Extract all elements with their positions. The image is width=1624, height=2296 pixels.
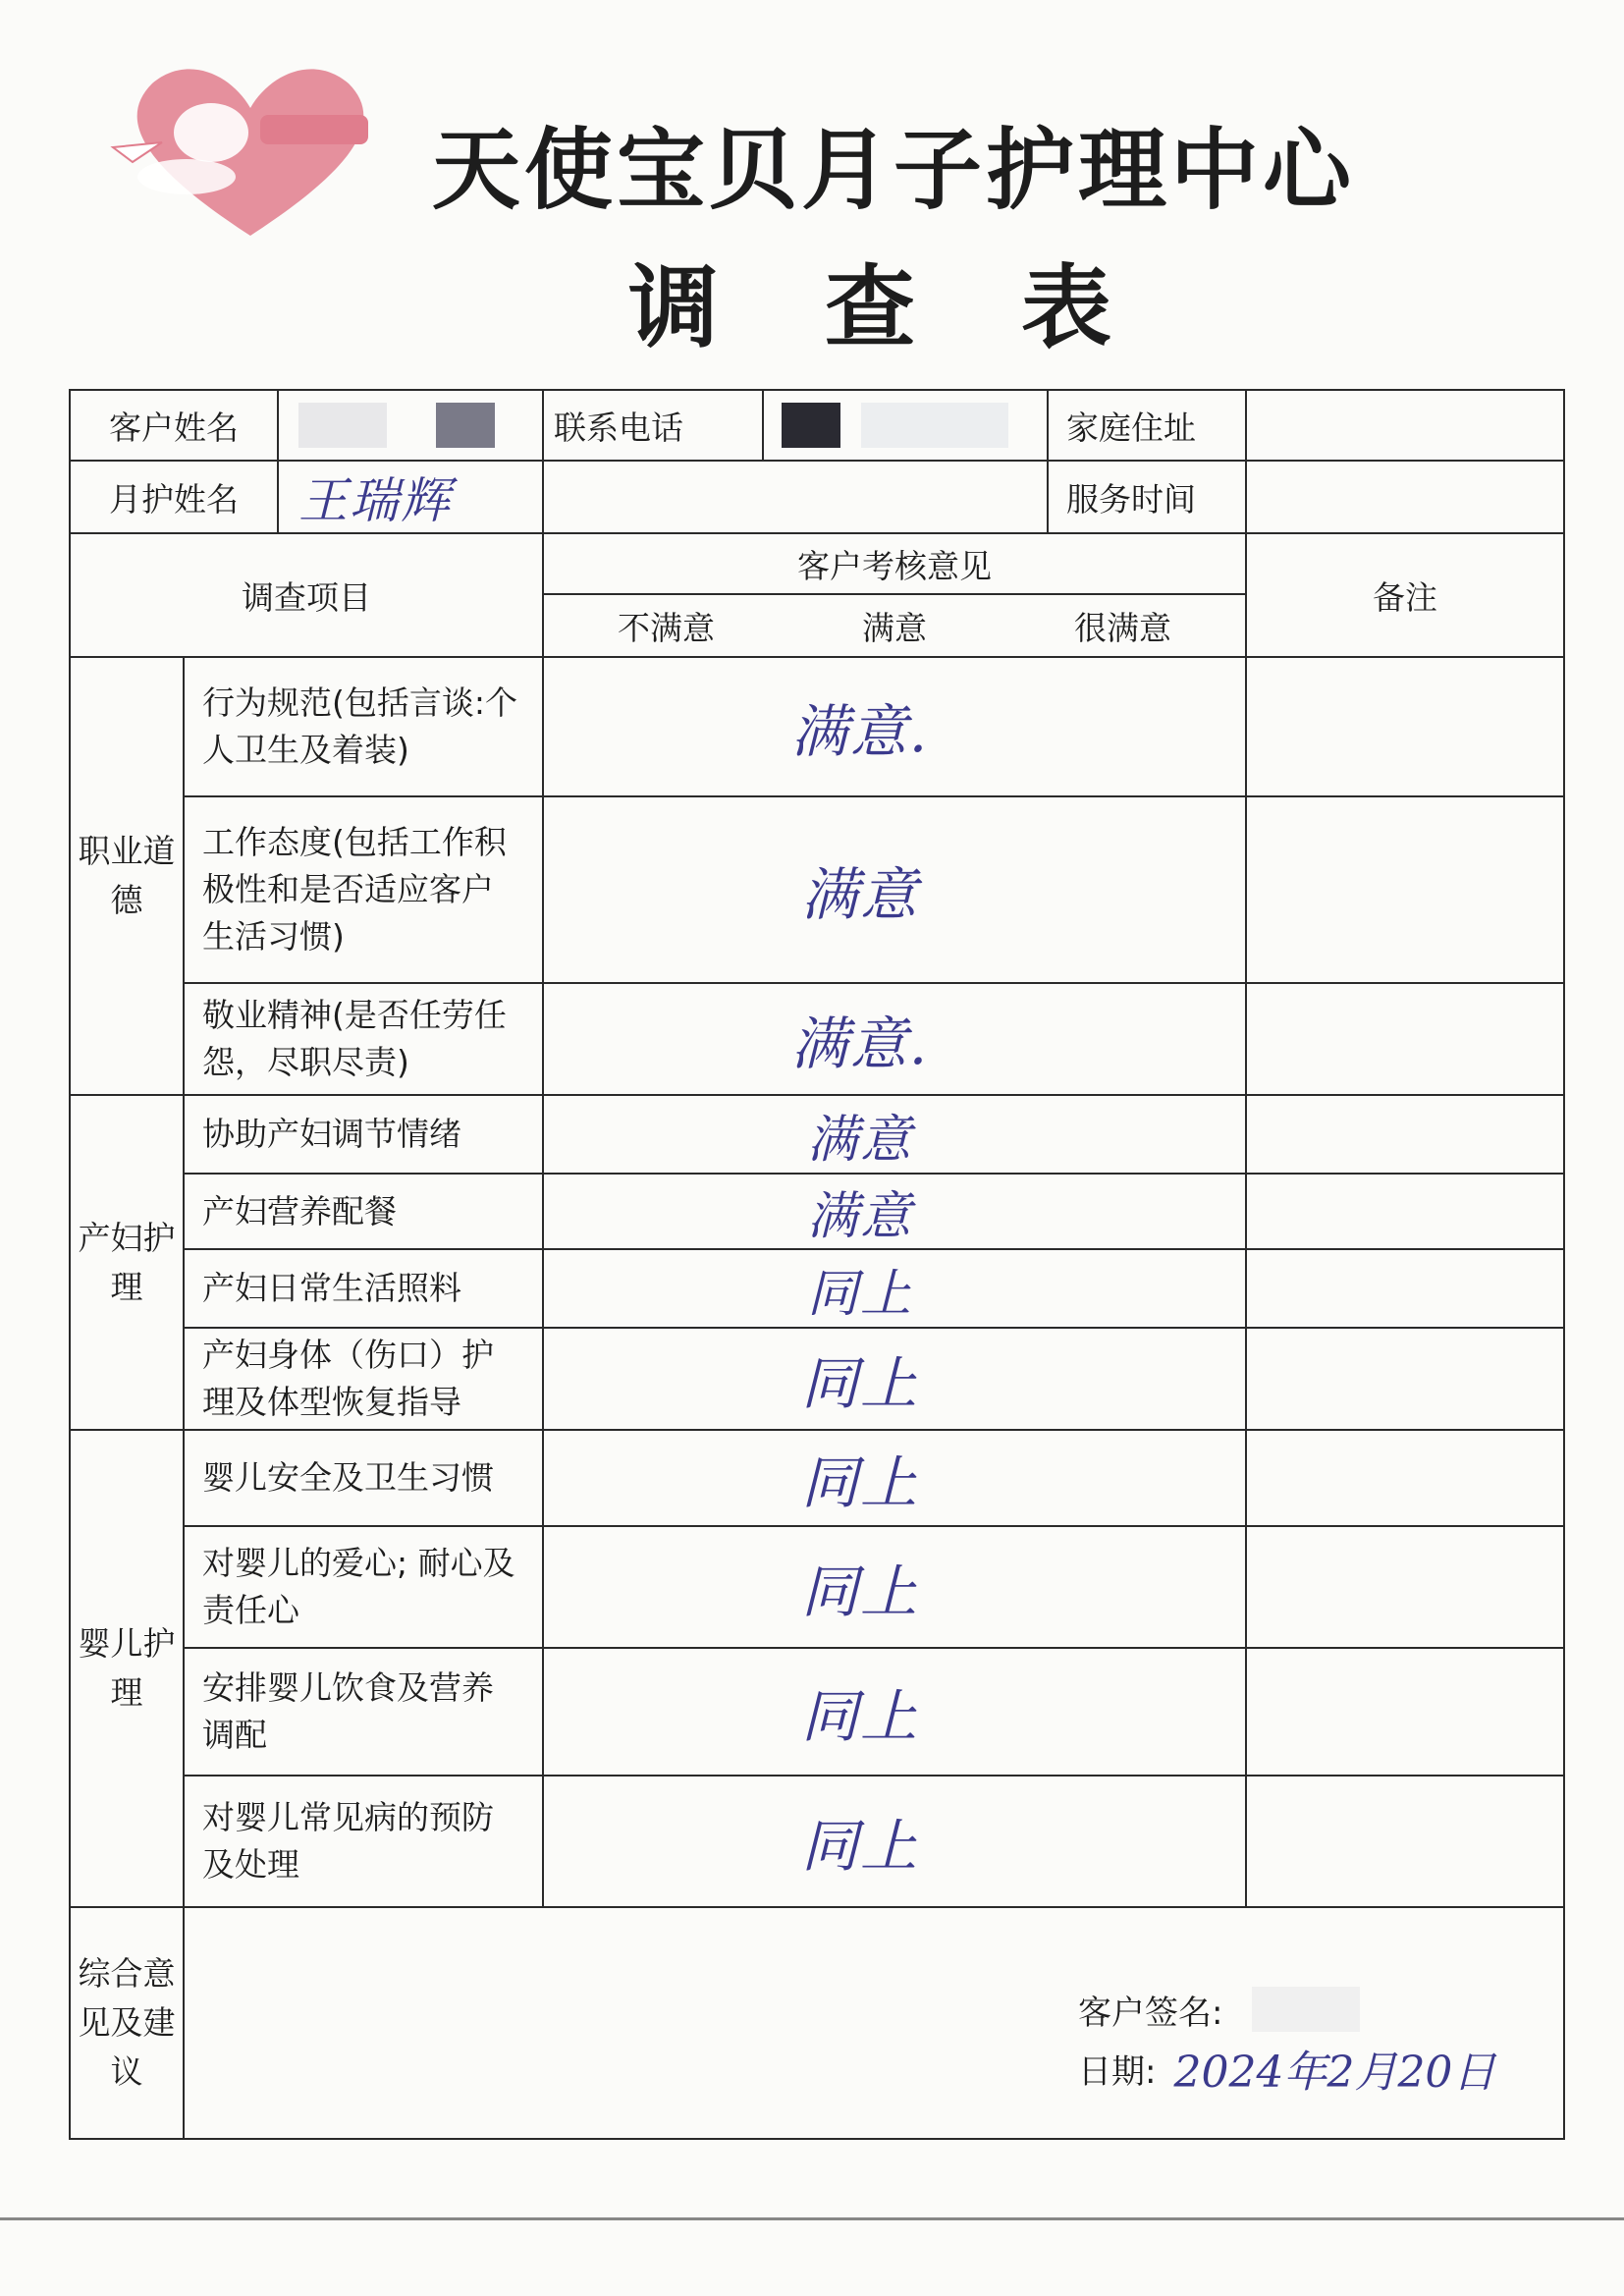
survey-item: 产妇日常生活照料: [184, 1249, 543, 1328]
page-edge-line: [0, 2217, 1624, 2220]
survey-item: 协助产妇调节情绪: [184, 1095, 543, 1174]
dissatisfied-header: 不满意: [618, 608, 715, 647]
opinion-handwritten: 满意.: [790, 698, 930, 765]
remarks-cell: [1246, 1328, 1564, 1430]
survey-form: [69, 389, 1565, 2140]
remarks-cell: [1246, 1174, 1564, 1249]
signature-redacted: [1252, 1987, 1360, 2032]
customer-opinion-header: 客户考核意见: [544, 534, 1245, 595]
remarks-cell: [1246, 1526, 1564, 1648]
opinion-handwritten: 同上: [800, 1350, 919, 1417]
survey-item: 婴儿安全及卫生习惯: [184, 1430, 543, 1526]
remarks-cell: [1246, 983, 1564, 1095]
remarks-cell: [1246, 1095, 1564, 1174]
logo: [93, 54, 407, 250]
date-handwritten: 2024年2月20日: [1173, 2048, 1496, 2098]
service-time-label: 服务时间: [1048, 461, 1246, 533]
survey-item: 产妇营养配餐: [184, 1174, 543, 1249]
survey-item: 对婴儿常见病的预防及处理: [184, 1776, 543, 1907]
doc-title: 调 查 表: [628, 255, 1150, 360]
remarks-header: 备注: [1246, 533, 1564, 657]
opinion-handwritten: 同上: [806, 1264, 913, 1324]
opinion-handwritten: 同上: [800, 1558, 919, 1625]
survey-item: 对婴儿的爱心; 耐心及责任心: [184, 1526, 543, 1648]
address-value: [1246, 390, 1564, 461]
category-label: 婴儿护理: [70, 1430, 184, 1907]
survey-item: 敬业精神(是否任劳任怨，尽职尽责): [184, 983, 543, 1095]
opinion-handwritten: 满意: [806, 1187, 913, 1246]
opinion-handwritten: 满意: [806, 1110, 913, 1170]
remarks-cell: [1246, 1430, 1564, 1526]
nurse-name-label: 月护姓名: [71, 462, 279, 532]
survey-item: 产妇身体（伤口）护理及体型恢复指导: [184, 1328, 543, 1430]
org-title: 天使宝贝月子护理中心: [432, 119, 1355, 222]
phone-label: 联系电话: [554, 408, 683, 447]
survey-item: 工作态度(包括工作积极性和是否适应客户生活习惯): [184, 796, 543, 983]
summary-label: 综合意见及建议: [70, 1907, 184, 2139]
opinion-handwritten: 同上: [800, 1449, 919, 1516]
customer-name-value: [279, 391, 542, 460]
opinion-handwritten: 满意: [800, 861, 919, 928]
opinion-handwritten: 同上: [800, 1683, 919, 1750]
survey-item: 安排婴儿饮食及营养调配: [184, 1648, 543, 1776]
remarks-cell: [1246, 657, 1564, 796]
customer-name-label: 客户姓名: [71, 391, 279, 460]
nurse-name-value: 王瑞辉: [298, 472, 452, 529]
satisfied-header: 满意: [862, 608, 927, 647]
remarks-cell: [1246, 1776, 1564, 1907]
very-satisfied-header: 很满意: [1074, 608, 1171, 647]
opinion-handwritten: 同上: [800, 1813, 919, 1880]
address-label: 家庭住址: [1048, 390, 1246, 461]
remarks-cell: [1246, 796, 1564, 983]
opinion-handwritten: 满意.: [790, 1011, 930, 1077]
survey-item: 行为规范(包括言谈:个人卫生及着装): [184, 657, 543, 796]
signature-block: [1078, 1980, 1495, 2098]
phone-value: [763, 390, 1048, 461]
date-label: 日期:: [1078, 2051, 1157, 2092]
remarks-cell: [1246, 1648, 1564, 1776]
category-label: 职业道德: [70, 657, 184, 1095]
remarks-cell: [1246, 1249, 1564, 1328]
category-label: 产妇护理: [70, 1095, 184, 1430]
signature-label: 客户签名:: [1078, 1993, 1223, 2033]
service-time-value: [1246, 461, 1564, 533]
survey-item-header: 调查项目: [70, 533, 543, 657]
